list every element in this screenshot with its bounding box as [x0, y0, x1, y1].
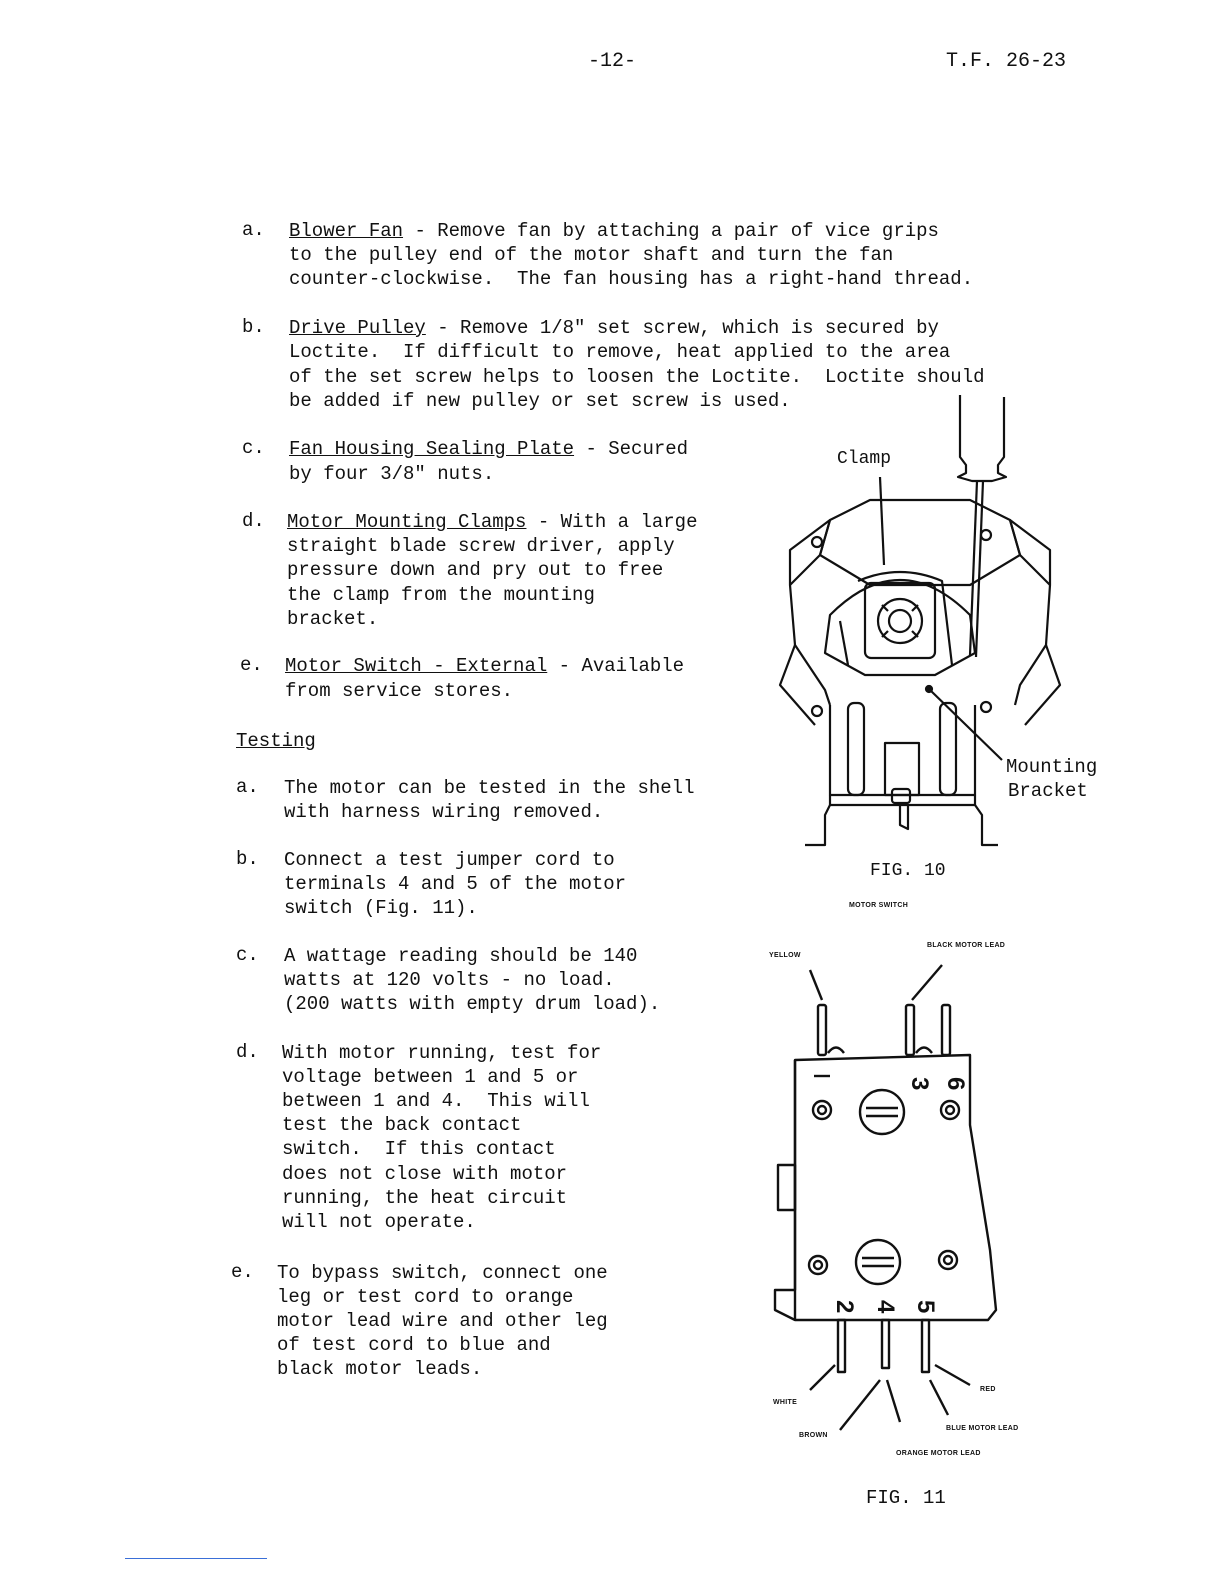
part-text-line: counter-clockwise. The fan housing has a right-hand thread. [289, 268, 974, 290]
step-letter: e. [231, 1261, 254, 1283]
part-title: Motor Switch - External [285, 655, 548, 677]
step-text-line: of test cord to blue and [277, 1334, 551, 1356]
fig11-caption: FIG. 11 [866, 1487, 946, 1509]
step-text-line: between 1 and 4. This will [282, 1090, 590, 1112]
step-text-line: voltage between 1 and 5 or [282, 1066, 579, 1088]
part-text-line: be added if new pulley or set screw is used. [289, 390, 791, 412]
fig11-motor-switch-drawing [770, 960, 1030, 1420]
fig10-label-clamp: Clamp [837, 449, 892, 469]
terminal-label: 6 [942, 1077, 969, 1091]
label-black-motor-lead: BLACK MOTOR LEAD [927, 942, 1006, 949]
label-orange-motor-lead: ORANGE MOTOR LEAD [896, 1450, 981, 1457]
terminal-label: 4 [872, 1300, 899, 1314]
label-red: RED [980, 1386, 996, 1393]
fig11-title: MOTOR SWITCH [849, 902, 909, 909]
part-text-line: pressure down and pry out to free [287, 559, 664, 581]
step-text-line: The motor can be tested in the shell [284, 777, 695, 799]
screwdriver-icon [958, 395, 1006, 481]
step-text-line: test the back contact [282, 1114, 522, 1136]
step-text-line: motor lead wire and other leg [277, 1310, 608, 1332]
fig10-label-mounting: Mounting [1006, 756, 1098, 778]
part-text-line: - Remove fan by attaching a pair of vice grips [414, 220, 939, 242]
part-letter: a. [242, 219, 265, 241]
label-yellow: YELLOW [769, 952, 801, 959]
part-text-line: bracket. [287, 608, 379, 630]
page-number: -12- [588, 50, 637, 73]
document-id: T.F. 26-23 [946, 50, 1067, 73]
testing-heading: Testing [236, 730, 316, 752]
part-text-line: straight blade screw driver, apply [287, 535, 675, 557]
terminal-label: 3 [906, 1077, 933, 1091]
step-text-line: switch (Fig. 11). [284, 897, 478, 919]
part-text-line: the clamp from the mounting [287, 584, 595, 606]
step-letter: a. [236, 776, 259, 798]
part-letter: b. [242, 316, 265, 338]
part-title: Drive Pulley [289, 317, 426, 339]
terminal-label: 2 [831, 1300, 858, 1314]
terminal-label: 5 [912, 1300, 939, 1314]
step-letter: d. [236, 1041, 259, 1063]
fig10-label-bracket: Bracket [1008, 780, 1088, 802]
part-text-line: - Available [558, 655, 685, 677]
part-text-line: to the pulley end of the motor shaft and turn the fan [289, 244, 894, 266]
step-text-line: running, the heat circuit [282, 1187, 568, 1209]
label-blue-motor-lead: BLUE MOTOR LEAD [946, 1425, 1019, 1432]
step-text-line: black motor leads. [277, 1358, 483, 1380]
step-text-line: Connect a test jumper cord to [284, 849, 615, 871]
fig10-caption: FIG. 10 [870, 861, 946, 881]
step-letter: c. [236, 944, 259, 966]
step-text-line: terminals 4 and 5 of the motor [284, 873, 627, 895]
step-text-line: watts at 120 volts - no load. [284, 969, 615, 991]
step-text-line: switch. If this contact [282, 1138, 556, 1160]
step-text-line: A wattage reading should be 140 [284, 945, 638, 967]
part-text-line: - With a large [537, 511, 698, 533]
label-white: WHITE [773, 1399, 798, 1406]
part-letter: c. [242, 437, 265, 459]
step-letter: b. [236, 848, 259, 870]
part-text-line: - Secured [585, 438, 689, 460]
step-text-line: will not operate. [282, 1211, 476, 1233]
part-text-line: - Remove 1/8" set screw, which is secured by [437, 317, 939, 339]
part-text-line: Loctite. If difficult to remove, heat applied to the area [289, 341, 951, 363]
step-text-line: With motor running, test for [282, 1042, 602, 1064]
part-text-line: from service stores. [285, 680, 514, 702]
step-text-line: To bypass switch, connect one [277, 1262, 608, 1284]
part-letter: e. [240, 654, 263, 676]
bottom-rule [125, 1558, 267, 1559]
step-text-line: (200 watts with empty drum load). [284, 993, 661, 1015]
step-text-line: does not close with motor [282, 1163, 568, 1185]
part-title: Blower Fan [289, 220, 404, 242]
step-text-line: leg or test cord to orange [277, 1286, 574, 1308]
part-text-line: by four 3/8" nuts. [289, 463, 495, 485]
part-title: Motor Mounting Clamps [287, 511, 527, 533]
part-text-line: of the set screw helps to loosen the Loctite. Loctite should [289, 366, 985, 388]
part-letter: d. [242, 510, 265, 532]
label-brown: BROWN [799, 1432, 828, 1439]
part-title: Fan Housing Sealing Plate [289, 438, 575, 460]
step-text-line: with harness wiring removed. [284, 801, 604, 823]
